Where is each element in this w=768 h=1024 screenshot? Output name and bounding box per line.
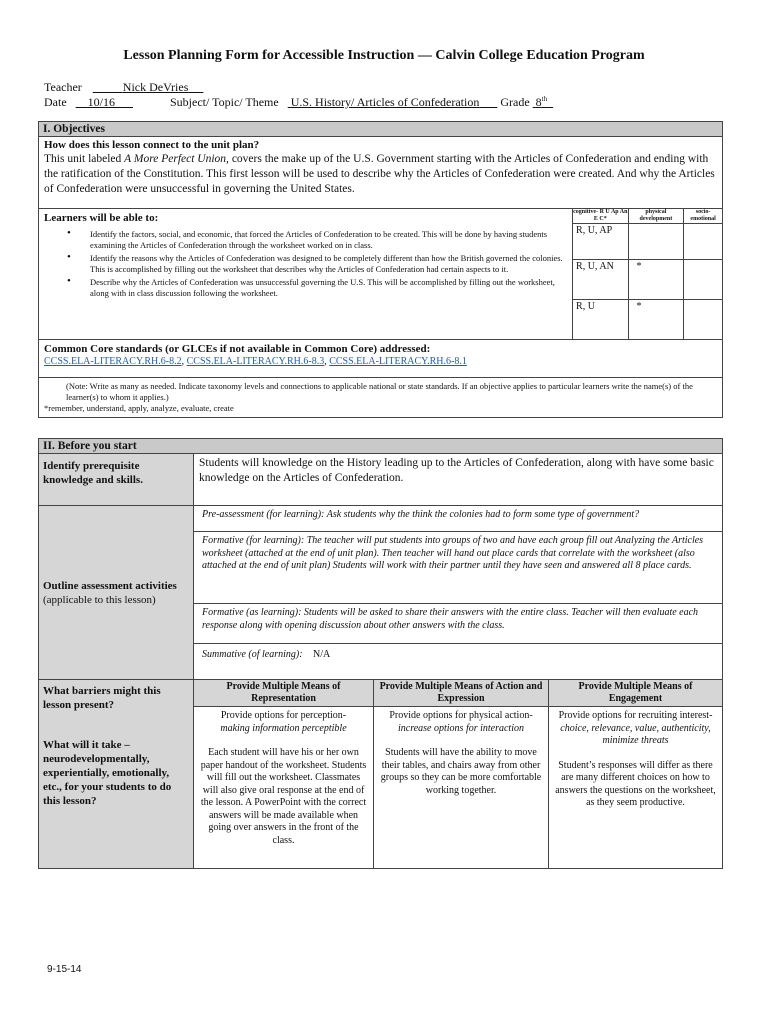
barriers-label: What barriers might this lesson present?: [43, 685, 161, 711]
assessment-label-cell: [39, 506, 194, 680]
page-title: Lesson Planning Form for Accessible Instruction — Calvin College Education Program: [123, 48, 645, 63]
barriers-cell: [39, 680, 194, 869]
assessment-sub: (applicable to this lesson): [43, 593, 156, 606]
what-it-takes-label: What will it take – neurodevelopmentally, experientially, emotionally, etc., for your students to do this lesson?: [43, 739, 172, 807]
col-header-cognitive: cognitive- R U Ap An E C*: [573, 209, 628, 222]
unit-connection-question: How does this lesson connect to the unit plan?: [44, 139, 260, 151]
objectives-section-title: I. Objectives: [39, 122, 723, 137]
standard-link[interactable]: CCSS.ELA-LITERACY.RH.6-8.1: [329, 356, 467, 367]
objective-item: • Identify the factors, social, and economic, that forced the Articles of Confederation to be created. This will be done by having students examining the Articles of Confederation through the worksheet worked on in class.: [44, 229, 567, 251]
before-table: [38, 438, 723, 869]
summative-value: N/A: [313, 649, 331, 660]
standard-link[interactable]: CCSS.ELA-LITERACY.RH.6-8.3: [186, 356, 325, 367]
summative-cell: [194, 644, 723, 680]
standards-cell: [39, 340, 723, 378]
note-text: (Note: Write as many as needed. Indicate taxonomy levels and connections to applicable national or state standards. If an objective applies to particular learners write the name(s) of the learner(s) to whom it applies.): [66, 380, 693, 402]
unit-connection-cell: [39, 137, 723, 209]
udl-engagement-cell: [549, 707, 723, 869]
assessment-label: Outline assessment activities: [43, 579, 177, 592]
objective-phys-1: [628, 224, 684, 260]
udl-action-body: Students will have the ability to move their tables, and chairs away from other groups so they can be more comfortable working together.: [380, 747, 542, 796]
objective-phys-2: *: [628, 260, 684, 300]
udl-action-cell: [374, 707, 549, 869]
prereq-text: Students will knowledge on the History leading up to the Articles of Confederation, along with have some basic knowledge on the Articles of Confederation.: [194, 454, 723, 506]
footer-date: 9-15-14: [47, 964, 82, 975]
col-header-physical: physical development: [628, 209, 684, 224]
udl-action-line2: increase options for interaction: [397, 722, 524, 734]
standard-link[interactable]: CCSS.ELA-LITERACY.RH.6-8.2: [44, 356, 182, 367]
date-value: 10/16: [87, 95, 115, 109]
udl-header-engagement: Provide Multiple Means of Engagement: [549, 680, 723, 707]
unit-connection-answer: This unit labeled A More Perfect Union, covers the make up of the U.S. Government starting with the Articles of Confederation and ending with the ratification of the Constitution. This first lesson will be used to describe why the Articles of Confederation were created. And why the Articles of Confederation were unsuccessful in governing the United States.: [44, 153, 715, 195]
udl-representation-body: Each student will have his or her own paper handout of the worksheet. Students will fill out the worksheet. Classmates will also give oral response at the end of the lesson. A PowerPoint with the correct answers will be made available when going over answers in the front of the class.: [200, 747, 367, 846]
udl-engagement-body: Student’s responses will differ as there are many different choices on how to answers the questions on the worksheet, as they seem productive.: [555, 759, 716, 808]
col-header-socio: socio- emotional: [684, 209, 723, 224]
udl-engagement-intro: Provide options for recruiting interest- choice, relevance, value, authenticity, minimize threats: [558, 710, 713, 746]
note-cell: [39, 377, 723, 417]
udl-header-action: Provide Multiple Means of Action and Expression: [374, 680, 549, 707]
udl-representation-line2: making information perceptible: [220, 722, 347, 734]
objective-item: • Identify the reasons why the Articles of Confederation was designed to be completely different than how the British governed the colonies. This is accomplished by filling out the worksheet that describes why the Articles of Confederation had certain aspects to it.: [44, 253, 567, 275]
grade-value: 8th: [535, 95, 548, 109]
summative-label: Summative (of learning):: [202, 649, 303, 660]
subject-value: U.S. History/ Articles of Confederation: [290, 95, 480, 109]
before-section-title: II. Before you start: [39, 439, 723, 454]
udl-action-line1: Provide options for physical action-: [389, 710, 533, 721]
date-line: [44, 95, 553, 110]
taxonomy-footnote: *remember, understand, apply, analyze, evaluate, create: [44, 402, 234, 413]
pre-assessment: Pre-assessment (for learning): Ask students why the think the colonies had to form some type of government?: [194, 506, 723, 532]
udl-representation-cell: [194, 707, 374, 869]
teacher-label: Teacher: [44, 80, 82, 94]
objective-cog-3: R, U: [573, 300, 629, 340]
objective-cog-2: R, U, AN: [573, 260, 629, 300]
objective-cog-1: R, U, AP: [573, 224, 629, 260]
teacher-line: [44, 80, 203, 95]
objectives-table: [38, 121, 723, 418]
standards-list: CCSS.ELA-LITERACY.RH.6-8.2, CCSS.ELA-LITERACY.RH.6-8.3, CCSS.ELA-LITERACY.RH.6-8.1: [44, 356, 467, 367]
udl-header-representation: Provide Multiple Means of Representation: [194, 680, 374, 707]
objective-phys-3: *: [628, 300, 684, 340]
subject-label: Subject/ Topic/ Theme: [170, 95, 279, 109]
grade-label: Grade: [500, 95, 530, 109]
standards-heading: Common Core standards (or GLCEs if not available in Common Core) addressed:: [44, 343, 431, 355]
objective-item: • Describe why the Articles of Confederation was unsuccessful governing the U.S. This will be accomplished by filling out the worksheet, along with in class discussion following the worksheet.: [44, 277, 567, 299]
teacher-value: Nick DeVries: [122, 80, 189, 94]
learners-cell: [39, 209, 573, 340]
formative-for-learning: Formative (for learning): The teacher will put students into groups of two and have each group fill out Analyzing the Articles worksheet (attached at the end of unit plan). Then teacher will hand out place cards that correlate with the worksheet (also attached at the end of unit plan) Students will work with their partner until they have seen and answered all 8 place cards.: [194, 532, 723, 604]
learners-heading: Learners will be able to:: [44, 212, 159, 224]
prereq-label: Identify prerequisite knowledge and skills.: [39, 454, 194, 506]
date-label: Date: [44, 95, 67, 109]
udl-representation-line1: Provide options for perception-: [220, 710, 347, 721]
formative-as-learning: Formative (as learning): Students will be asked to share their answers with the entire class. Teacher will then evaluate each response along with opening discussion about other answers with the class.: [194, 604, 723, 644]
